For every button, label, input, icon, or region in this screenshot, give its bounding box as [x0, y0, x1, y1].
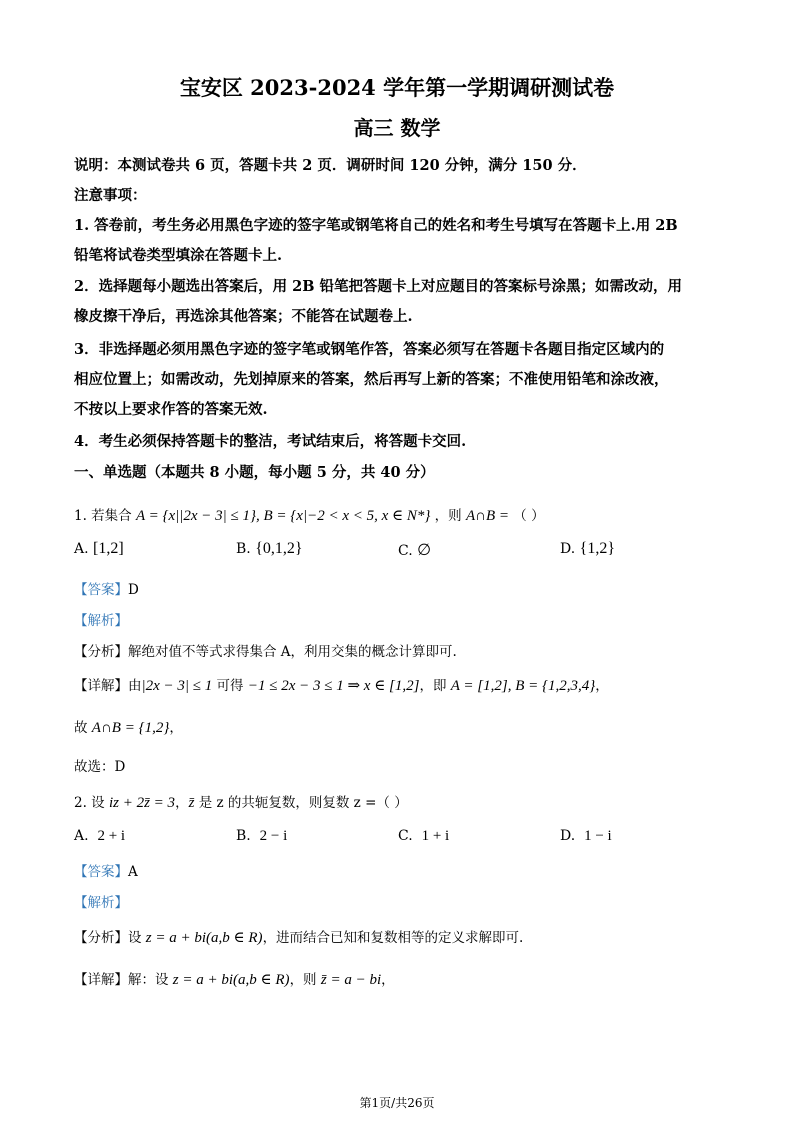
- q1-option-b: B. {0,1,2}: [236, 540, 303, 557]
- exam-description: 说明：本测试卷共 6 页，答题卡共 2 页．调研时间 120 分钟，满分 150 分．: [74, 157, 587, 174]
- exam-subtitle: 高三 数学: [353, 116, 441, 140]
- q2-analysis-tag: 【解析】: [74, 895, 128, 911]
- q2-equation-math: iz + 2z̄ = 3: [108, 795, 176, 811]
- answer-value: D: [128, 582, 139, 598]
- q1-paren: （ ）: [513, 508, 545, 524]
- question-2: 2. 设 iz + 2z̄ = 3，z̄ 是 z 的共轭复数，则复数 z =（ ）: [74, 795, 408, 811]
- fenxi-tag: 【分析】: [74, 644, 128, 660]
- note-2-line-2: 橡皮擦干净后，再选涂其他答案；不能答在试题卷上.: [74, 308, 413, 325]
- page-number: 第1页/共26页: [359, 1096, 435, 1110]
- notes-heading: 注意事项：: [74, 187, 147, 204]
- answer-tag: 【答案】: [74, 582, 128, 598]
- q1-detail-line-1: 【详解】由|2x − 3| ≤ 1 可得 −1 ≤ 2x − 3 ≤ 1 ⇒ x ∈ [1,2]，即 A = [1,2], B = {1,2,3,4}，: [74, 678, 609, 694]
- note-3-line-2: 相应位置上；如需改动，先划掉原来的答案，然后再写上新的答案；不准使用铅笔和涂改液，: [74, 371, 669, 388]
- section-1-heading: 一、单选题（本题共 8 小题，每小题 5 分，共 40 分）: [74, 464, 435, 481]
- q2-option-a: A. 2 + i: [74, 828, 126, 844]
- note-3-line-3: 不按以上要求作答的答案无效.: [74, 401, 268, 418]
- note-1-line-2: 铅笔将试卷类型填涂在答题卡上.: [74, 247, 283, 264]
- q2-fenxi: 【分析】设 z = a + bi(a,b ∈ R)，进而结合已知和复数相等的定义求解即可.: [74, 930, 524, 946]
- q1-analysis-tag: 【解析】: [74, 613, 128, 629]
- note-4: 4．考生必须保持答题卡的整洁，考试结束后，将答题卡交回.: [74, 433, 467, 450]
- q1-option-a: A. [1,2]: [74, 540, 124, 557]
- fenxi-text: 解绝对值不等式求得集合 A，利用交集的概念计算即可.: [128, 644, 457, 660]
- note-1-line-1: 1. 答卷前，考生务必用黑色字迹的签字笔或钢笔将自己的姓名和考生号填写在答题卡上.用 2B: [74, 217, 678, 234]
- q1-fenxi: [74, 640, 457, 660]
- note-3-line-1: 3．非选择题必须用黑色字迹的签字笔或钢笔作答，答案必须写在答题卡各题目指定区域内的: [74, 341, 665, 358]
- detail-tag: 【详解】: [74, 678, 128, 694]
- q1-option-d: D. {1,2}: [560, 540, 615, 557]
- q1-sets-math: A = {x||2x − 3| ≤ 1}, B = {x|−2 < x < 5, x ∈ N*}: [135, 508, 431, 524]
- q2-detail: 【详解】解：设 z = a + bi(a,b ∈ R)，则 z̄ = a − bi，: [74, 972, 395, 988]
- note-2-line-1: 2．选择题每小题选出答案后，用 2B 铅笔把答题卡上对应题目的答案标号涂黑；如需改动，用: [74, 278, 683, 295]
- question-1: [74, 504, 545, 525]
- q1-option-c: C. ∅: [398, 542, 432, 559]
- q2-option-d: D. 1 − i: [560, 828, 612, 844]
- exam-title: 宝安区 2023-2024 学年第一学期调研测试卷: [179, 75, 615, 100]
- q1-detail-line-2: 故 A∩B = {1,2}，: [74, 720, 183, 736]
- q2-option-b: B. 2 − i: [236, 828, 288, 844]
- q1-answer: [74, 578, 139, 598]
- q1-prefix: 1. 若集合: [74, 508, 132, 524]
- q1-intersection-math: A∩B =: [465, 508, 509, 524]
- q2-answer: 【答案】A: [74, 864, 138, 880]
- q1-conclusion: 故选：D: [74, 759, 126, 775]
- q1-mid: ，则: [434, 508, 462, 524]
- q2-option-c: C. 1 + i: [398, 828, 450, 844]
